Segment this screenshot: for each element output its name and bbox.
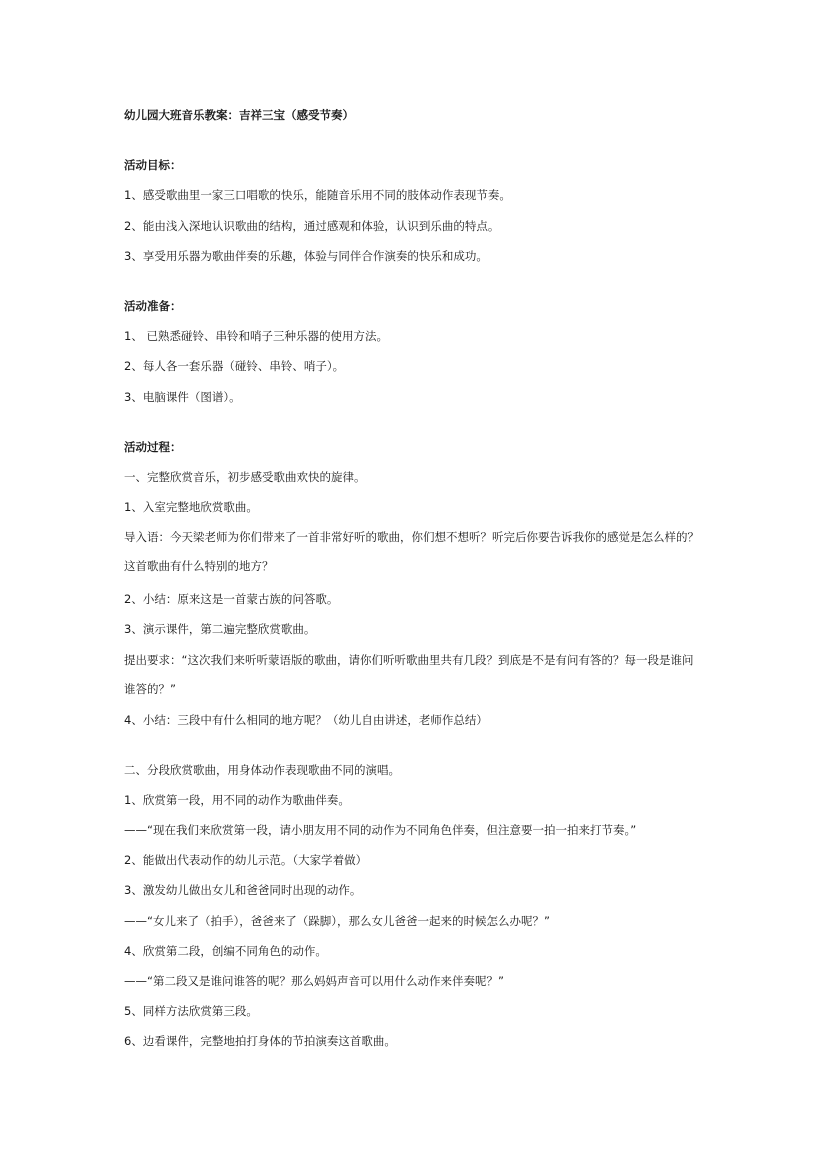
part2-line: ——“女儿来了（拍手），爸爸来了（跺脚），那么女儿爸爸一起来的时候怎么办呢？” (124, 914, 550, 928)
preparation-item: 3、电脑课件（图谱）。 (124, 390, 241, 404)
goals-heading: 活动目标： (124, 158, 182, 172)
part1-title: 一、完整欣赏音乐，初步感受歌曲欢快的旋律。 (124, 470, 366, 484)
part2-line: 2、能做出代表动作的幼儿示范。（大家学着做） (124, 853, 368, 867)
part2-line: 5、同样方法欣赏第三段。 (124, 1004, 258, 1018)
part2-line: 3、激发幼儿做出女儿和爸爸同时出现的动作。 (124, 883, 362, 897)
goal-item: 2、能由浅入深地认识歌曲的结构，通过感观和体验，认识到乐曲的特点。 (124, 219, 500, 233)
part2-line: ——“现在我们来欣赏第一段，请小朋友用不同的动作为不同角色伴奏，但注意要一拍一拍来打节奏。” (124, 823, 637, 837)
part2-line: 6、边看课件，完整地拍打身体的节拍演奏这首歌曲。 (124, 1034, 396, 1048)
part1-step: 1、入室完整地欣赏歌曲。 (124, 500, 258, 514)
part1-step: 3、演示课件，第二遍完整欣赏歌曲。 (124, 622, 316, 636)
preparation-item: 2、每人各一套乐器（碰铃、串铃、哨子）。 (124, 359, 345, 373)
part1-step: 2、小结：原来这是一首蒙古族的问答歌。 (124, 592, 339, 606)
goal-item: 3、享受用乐器为歌曲伴奏的乐趣，体验与同伴合作演奏的快乐和成功。 (124, 249, 488, 263)
part2-title: 二、分段欣赏歌曲，用身体动作表现歌曲不同的演唱。 (124, 763, 400, 777)
part1-requirement: 提出要求：“这次我们来听听蒙语版的歌曲，请你们听听歌曲里共有几段？到底是不是有问有答的？每一段是谁问谁答的？” (124, 653, 694, 696)
part1-intro: 导入语：今天梁老师为你们带来了一首非常好听的歌曲，你们想不想听？听完后你要告诉我你的感觉是怎么样的？这首歌曲有什么特别的地方？ (124, 530, 699, 573)
part1-step: 4、小结：三段中有什么相同的地方呢？（幼儿自由讲述，老师作总结） (124, 713, 488, 727)
part2-line: 1、欣赏第一段，用不同的动作为歌曲伴奏。 (124, 793, 350, 807)
preparation-heading: 活动准备： (124, 299, 182, 313)
preparation-item: 1、 已熟悉碰铃、串铃和哨子三种乐器的使用方法。 (124, 329, 388, 343)
document-title: 幼儿园大班音乐教案：吉祥三宝（感受节奏） (124, 108, 354, 122)
part2-line: 4、欣赏第二段，创编不同角色的动作。 (124, 944, 327, 958)
process-heading: 活动过程： (124, 440, 182, 454)
goal-item: 1、感受歌曲里一家三口唱歌的快乐，能随音乐用不同的肢体动作表现节奏。 (124, 188, 511, 202)
part2-line: ——“第二段又是谁问谁答的呢？那么妈妈声音可以用什么动作来伴奏呢？” (124, 974, 504, 988)
